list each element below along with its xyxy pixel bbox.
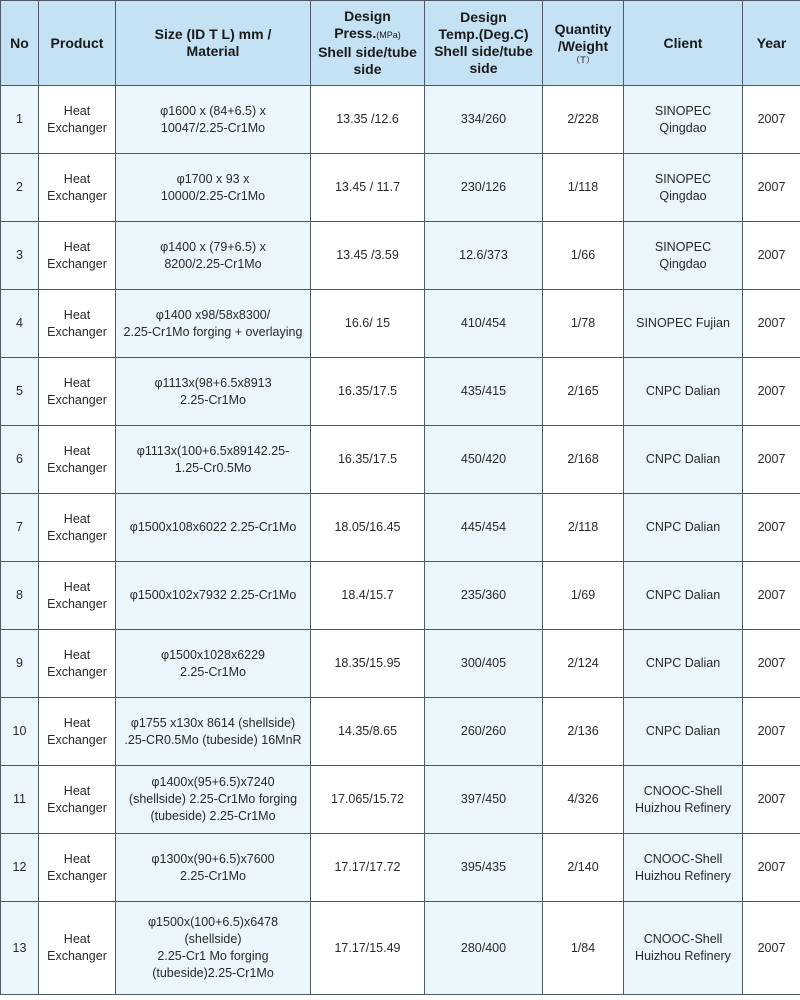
product-cell xyxy=(39,562,116,630)
row-number-text: 8 xyxy=(16,588,23,602)
header-year: Year xyxy=(743,1,800,86)
size-material-cell-text: φ1113x(98+6.5x8913 2.25-Cr1Mo xyxy=(154,375,272,407)
quantity-weight-cell xyxy=(543,562,624,630)
table-row xyxy=(1,222,800,290)
product-cell xyxy=(39,494,116,562)
year-cell-text: 2007 xyxy=(757,860,786,874)
client-cell-text: CNOOC-Shell Huizhou Refinery xyxy=(635,851,731,883)
year-cell xyxy=(743,902,800,995)
size-material-cell-text: φ1400x(95+6.5)x7240 (shellside) 2.25-Cr1Mo forging (tubeside) 2.25-Cr1Mo xyxy=(128,775,298,823)
quantity-weight-cell-text: 2/140 xyxy=(567,860,599,874)
row-number xyxy=(1,222,39,290)
row-number xyxy=(1,86,39,154)
product-cell-text: Heat Exchanger xyxy=(47,375,107,407)
size-material-cell-text: φ1113x(100+6.5x89142.25- 1.25-Cr0.5Mo xyxy=(136,443,290,475)
quantity-weight-cell xyxy=(543,358,624,426)
year-cell-text: 2007 xyxy=(757,940,786,955)
product-cell-text: Heat Exchanger xyxy=(47,511,107,543)
product-cell xyxy=(39,630,116,698)
quantity-weight-cell xyxy=(543,630,624,698)
client-cell xyxy=(624,902,743,995)
row-number-text: 11 xyxy=(13,792,26,806)
year-cell-text: 2007 xyxy=(757,112,786,126)
client-cell xyxy=(624,222,743,290)
client-cell-text: CNPC Dalian xyxy=(645,724,721,738)
size-material-cell-text: φ1400 x98/58x8300/ 2.25-Cr1Mo forging + overlaying xyxy=(123,307,303,339)
year-cell xyxy=(743,630,800,698)
table-row xyxy=(1,494,800,562)
design-temperature-cell-text: 445/454 xyxy=(460,520,507,534)
size-material-cell xyxy=(116,766,311,834)
product-cell-text: Heat Exchanger xyxy=(47,715,107,747)
year-cell-text: 2007 xyxy=(757,180,786,194)
product-cell-text: Heat Exchanger xyxy=(47,443,107,475)
design-temperature-cell xyxy=(425,834,543,902)
table-row xyxy=(1,698,800,766)
row-number xyxy=(1,358,39,426)
client-cell xyxy=(624,562,743,630)
product-cell xyxy=(39,290,116,358)
client-cell-text: SINOPEC Fujian xyxy=(636,316,730,330)
client-cell xyxy=(624,630,743,698)
product-cell-text: Heat Exchanger xyxy=(47,783,107,815)
size-material-cell xyxy=(116,86,311,154)
product-cell xyxy=(39,766,116,834)
product-cell xyxy=(39,426,116,494)
row-number xyxy=(1,698,39,766)
design-temperature-cell-text: 260/260 xyxy=(460,724,507,738)
design-pressure-cell xyxy=(311,630,425,698)
client-cell xyxy=(624,86,743,154)
design-temperature-cell xyxy=(425,154,543,222)
design-pressure-cell xyxy=(311,562,425,630)
header-client: Client xyxy=(624,1,743,86)
product-cell-text: Heat Exchanger xyxy=(47,851,107,883)
design-pressure-cell-text: 17.17/15.49 xyxy=(334,940,401,955)
client-cell xyxy=(624,766,743,834)
design-pressure-cell xyxy=(311,154,425,222)
header-row xyxy=(1,1,800,86)
design-pressure-cell-text: 18.35/15.95 xyxy=(334,656,401,670)
design-temperature-cell-text: 300/405 xyxy=(460,656,507,670)
client-cell xyxy=(624,494,743,562)
table-row xyxy=(1,834,800,902)
table-row xyxy=(1,630,800,698)
year-cell xyxy=(743,358,800,426)
design-temperature-cell xyxy=(425,86,543,154)
quantity-weight-cell xyxy=(543,902,624,995)
design-pressure-cell xyxy=(311,766,425,834)
product-cell-text: Heat Exchanger xyxy=(47,647,107,679)
client-cell-text: SINOPEC Qingdao xyxy=(654,171,712,203)
header-size: Size (ID T L) mm / Material xyxy=(116,1,311,86)
row-number xyxy=(1,562,39,630)
design-temperature-cell-text: 280/400 xyxy=(460,940,507,955)
product-cell-text: Heat Exchanger xyxy=(47,307,107,339)
design-temperature-cell xyxy=(425,902,543,995)
row-number-text: 7 xyxy=(16,520,23,534)
design-temperature-cell-text: 410/454 xyxy=(460,316,507,330)
design-pressure-cell-text: 18.4/15.7 xyxy=(341,588,394,602)
quantity-weight-cell xyxy=(543,290,624,358)
year-cell xyxy=(743,154,800,222)
quantity-weight-cell-text: 2/228 xyxy=(567,112,599,126)
design-temperature-cell xyxy=(425,630,543,698)
year-cell-text: 2007 xyxy=(757,316,786,330)
row-number-text: 5 xyxy=(16,384,23,398)
year-cell-text: 2007 xyxy=(757,384,786,398)
year-cell-text: 2007 xyxy=(757,792,786,806)
design-temperature-cell xyxy=(425,766,543,834)
size-material-cell-text: φ1400 x (79+6.5) x 8200/2.25-Cr1Mo xyxy=(160,239,266,271)
quantity-weight-cell-text: 2/136 xyxy=(567,724,599,738)
size-material-cell xyxy=(116,358,311,426)
design-temperature-cell-text: 12.6/373 xyxy=(459,248,508,262)
size-material-cell xyxy=(116,562,311,630)
design-temperature-cell-text: 397/450 xyxy=(460,792,507,806)
design-pressure-cell xyxy=(311,698,425,766)
size-material-cell-text: φ1600 x (84+6.5) x 10047/2.25-Cr1Mo xyxy=(160,103,266,135)
size-material-cell-text: φ1700 x 93 x 10000/2.25-Cr1Mo xyxy=(160,171,266,203)
row-number xyxy=(1,154,39,222)
year-cell xyxy=(743,766,800,834)
quantity-weight-cell xyxy=(543,834,624,902)
size-material-cell xyxy=(116,902,311,995)
design-pressure-cell xyxy=(311,86,425,154)
client-cell-text: CNOOC-Shell Huizhou Refinery xyxy=(635,932,731,963)
quantity-weight-cell xyxy=(543,426,624,494)
product-cell-text: Heat Exchanger xyxy=(47,239,107,271)
row-number-text: 2 xyxy=(16,180,23,194)
year-cell xyxy=(743,426,800,494)
design-temperature-cell-text: 230/126 xyxy=(460,180,507,194)
size-material-cell xyxy=(116,222,311,290)
size-material-cell xyxy=(116,834,311,902)
row-number-text: 13 xyxy=(12,940,27,955)
year-cell-text: 2007 xyxy=(757,248,786,262)
row-number-text: 3 xyxy=(16,248,23,262)
design-temperature-cell xyxy=(425,222,543,290)
design-temperature-cell-text: 235/360 xyxy=(460,588,507,602)
year-cell xyxy=(743,290,800,358)
product-cell-text: Heat Exchanger xyxy=(47,103,107,135)
design-pressure-cell-text: 17.065/15.72 xyxy=(331,792,404,806)
product-cell xyxy=(39,698,116,766)
product-cell xyxy=(39,834,116,902)
quantity-weight-cell xyxy=(543,222,624,290)
design-pressure-cell xyxy=(311,834,425,902)
header-press: Design Press.(MPa) Shell side/tube side xyxy=(311,1,425,86)
design-pressure-cell-text: 13.45 / 11.7 xyxy=(334,180,401,194)
size-material-cell-text: φ1500x(100+6.5)x6478 (shellside) 2.25-Cr1 Mo forging (tubeside)2.25-Cr1Mo xyxy=(147,915,279,980)
quantity-weight-cell-text: 1/118 xyxy=(567,180,599,194)
product-cell xyxy=(39,902,116,995)
design-temperature-cell xyxy=(425,426,543,494)
size-material-cell xyxy=(116,630,311,698)
quantity-weight-cell-text: 1/78 xyxy=(570,316,596,330)
product-cell xyxy=(39,86,116,154)
size-material-cell-text: φ1500x108x6022 2.25-Cr1Mo xyxy=(129,520,297,534)
row-number-text: 4 xyxy=(16,316,23,330)
design-pressure-cell-text: 18.05/16.45 xyxy=(334,520,401,534)
client-cell-text: CNPC Dalian xyxy=(645,656,721,670)
design-pressure-cell-text: 16.35/17.5 xyxy=(337,452,398,466)
table-row xyxy=(1,426,800,494)
year-cell-text: 2007 xyxy=(757,520,786,534)
design-temperature-cell-text: 435/415 xyxy=(460,384,507,398)
quantity-weight-cell-text: 2/118 xyxy=(567,520,599,534)
client-cell-text: CNPC Dalian xyxy=(645,588,721,602)
year-cell-text: 2007 xyxy=(757,452,786,466)
quantity-weight-cell xyxy=(543,766,624,834)
table-row xyxy=(1,766,800,834)
row-number-text: 1 xyxy=(16,112,23,126)
quantity-weight-cell-text: 1/69 xyxy=(570,588,596,602)
quantity-weight-cell-text: 1/66 xyxy=(570,248,596,262)
client-cell-text: CNPC Dalian xyxy=(645,452,721,466)
client-cell xyxy=(624,834,743,902)
header-temp: Design Temp.(Deg.C) Shell side/tube side xyxy=(425,1,543,86)
table-row xyxy=(1,290,800,358)
quantity-weight-cell xyxy=(543,154,624,222)
design-temperature-cell-text: 395/435 xyxy=(460,860,507,874)
client-cell-text: SINOPEC Qingdao xyxy=(654,239,712,271)
client-cell xyxy=(624,426,743,494)
row-number xyxy=(1,494,39,562)
quantity-weight-cell xyxy=(543,494,624,562)
row-number xyxy=(1,766,39,834)
client-cell xyxy=(624,358,743,426)
year-cell-text: 2007 xyxy=(757,588,786,602)
client-cell-text: CNOOC-Shell Huizhou Refinery xyxy=(635,783,731,815)
design-pressure-cell xyxy=(311,290,425,358)
design-temperature-cell-text: 334/260 xyxy=(460,112,507,126)
row-number-text: 10 xyxy=(12,724,27,738)
design-pressure-cell xyxy=(311,426,425,494)
design-pressure-cell-text: 13.35 /12.6 xyxy=(336,112,399,126)
design-temperature-cell xyxy=(425,358,543,426)
table-row xyxy=(1,562,800,630)
table-row xyxy=(1,154,800,222)
row-number xyxy=(1,290,39,358)
table-row xyxy=(1,86,800,154)
design-pressure-cell-text: 13.45 /3.59 xyxy=(336,248,399,262)
design-temperature-cell xyxy=(425,698,543,766)
row-number-text: 12 xyxy=(12,860,27,874)
row-number-text: 6 xyxy=(16,452,23,466)
size-material-cell-text: φ1500x1028x6229 2.25-Cr1Mo xyxy=(160,647,266,679)
design-temperature-cell-text: 450/420 xyxy=(460,452,507,466)
client-cell-text: CNPC Dalian xyxy=(645,384,721,398)
client-cell xyxy=(624,290,743,358)
design-pressure-cell-text: 16.35/17.5 xyxy=(337,384,398,398)
year-cell-text: 2007 xyxy=(757,656,786,670)
quantity-weight-cell-text: 2/168 xyxy=(567,452,599,466)
client-cell xyxy=(624,154,743,222)
header-qty-unit: （T） xyxy=(571,55,595,65)
product-cell-text: Heat Exchanger xyxy=(47,932,107,963)
year-cell xyxy=(743,222,800,290)
year-cell xyxy=(743,494,800,562)
design-pressure-cell xyxy=(311,222,425,290)
row-number-text: 9 xyxy=(16,656,23,670)
size-material-cell xyxy=(116,154,311,222)
design-pressure-cell-text: 14.35/8.65 xyxy=(337,724,398,738)
client-cell-text: SINOPEC Qingdao xyxy=(654,103,712,135)
design-temperature-cell xyxy=(425,562,543,630)
size-material-cell-text: φ1500x102x7932 2.25-Cr1Mo xyxy=(129,588,297,602)
row-number xyxy=(1,426,39,494)
table-row xyxy=(1,902,800,995)
design-pressure-cell xyxy=(311,358,425,426)
size-material-cell-text: φ1300x(90+6.5)x7600 2.25-Cr1Mo xyxy=(151,851,275,883)
header-product: Product xyxy=(39,1,116,86)
design-temperature-cell xyxy=(425,290,543,358)
client-cell xyxy=(624,698,743,766)
product-cell xyxy=(39,358,116,426)
size-material-cell xyxy=(116,494,311,562)
size-material-cell xyxy=(116,698,311,766)
product-cell xyxy=(39,154,116,222)
product-cell-text: Heat Exchanger xyxy=(47,171,107,203)
year-cell xyxy=(743,86,800,154)
quantity-weight-cell-text: 2/124 xyxy=(567,656,599,670)
quantity-weight-cell-text: 4/326 xyxy=(567,792,599,806)
design-pressure-cell-text: 16.6/ 15 xyxy=(344,316,391,330)
design-pressure-cell xyxy=(311,494,425,562)
quantity-weight-cell xyxy=(543,86,624,154)
header-qty: Quantity /Weight （T） xyxy=(543,1,624,86)
row-number xyxy=(1,630,39,698)
header-press-unit: (MPa) xyxy=(376,30,401,40)
row-number xyxy=(1,902,39,995)
design-pressure-cell-text: 17.17/17.72 xyxy=(334,860,401,874)
client-cell-text: CNPC Dalian xyxy=(645,520,721,534)
product-cell-text: Heat Exchanger xyxy=(47,579,107,611)
table-row xyxy=(1,358,800,426)
quantity-weight-cell xyxy=(543,698,624,766)
size-material-cell xyxy=(116,290,311,358)
size-material-cell xyxy=(116,426,311,494)
year-cell-text: 2007 xyxy=(757,724,786,738)
year-cell xyxy=(743,834,800,902)
year-cell xyxy=(743,698,800,766)
design-temperature-cell xyxy=(425,494,543,562)
header-no: No xyxy=(1,1,39,86)
design-pressure-cell xyxy=(311,902,425,995)
row-number xyxy=(1,834,39,902)
quantity-weight-cell-text: 1/84 xyxy=(570,940,596,955)
size-material-cell-text: φ1755 x130x 8614 (shellside) .25-CR0.5Mo (tubeside) 16MnR xyxy=(124,715,302,747)
product-cell xyxy=(39,222,116,290)
quantity-weight-cell-text: 2/165 xyxy=(567,384,599,398)
year-cell xyxy=(743,562,800,630)
